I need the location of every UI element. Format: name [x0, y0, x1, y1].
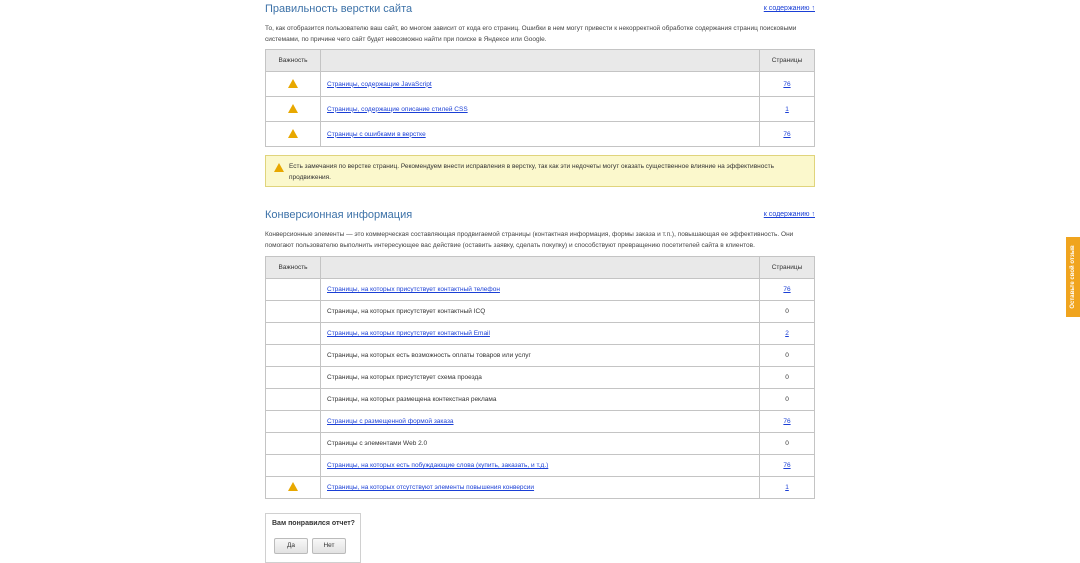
row-link[interactable]: Страницы с ошибками в верстке: [327, 130, 426, 138]
feedback-side-tab[interactable]: [1066, 237, 1080, 317]
description-cell: [321, 122, 760, 147]
table-header-row: [266, 50, 815, 72]
feedback-no-button[interactable]: Нет: [312, 538, 346, 554]
description-cell: [321, 389, 760, 411]
importance-cell: [266, 323, 321, 345]
toc-link[interactable]: к содержанию ↑: [763, 5, 815, 12]
section-header: [265, 3, 815, 23]
description-cell: [321, 411, 760, 433]
table-row: [266, 345, 815, 367]
description-cell: [321, 323, 760, 345]
warning-icon: [274, 163, 284, 172]
description-header: [321, 50, 760, 72]
warning-text: Есть замечания по верстке страниц. Рекомендуем внести исправления в верстку, так как эти недочеты могут оказать существенное влияние на эффективность продвижения.: [289, 163, 774, 181]
section-description: Конверсионные элементы — это коммерческая составляющая продвигаемой страницы (контактная информация, формы заказа и т.п.), повышающая ее эффективность. Они помогают пользователю выполнить интересующее вас действие (оставить заявку, сделать покупку) и способствуют превращению посетителей сайта в клиентов.: [265, 231, 794, 249]
pages-cell: [760, 279, 815, 301]
pages-header: Страницы: [760, 257, 815, 279]
row-label: Страницы, на которых присутствует контактный ICQ: [327, 308, 486, 315]
row-link[interactable]: Страницы, на которых отсутствуют элементы повышения конверсии: [327, 484, 535, 491]
feedback-side-tab-label: Оставьте свой отзыв: [1070, 245, 1076, 309]
table-row: [266, 389, 815, 411]
pages-cell: [760, 97, 815, 122]
importance-cell: [266, 122, 321, 147]
description-header: [321, 257, 760, 279]
row-link[interactable]: Страницы, содержащие описание стилей CSS: [327, 105, 468, 113]
page-count: 0: [785, 352, 789, 359]
row-link[interactable]: Страницы с размещенной формой заказа: [327, 418, 454, 425]
description-cell: [321, 72, 760, 97]
description-cell: [321, 301, 760, 323]
table-row: [266, 301, 815, 323]
table-row: [266, 279, 815, 301]
section-title: Правильность верстки сайта: [265, 3, 413, 15]
table-row: [266, 367, 815, 389]
page-count: 0: [785, 374, 789, 381]
description-cell: [321, 433, 760, 455]
section-layout: [265, 3, 815, 45]
table-row: [266, 72, 815, 97]
importance-cell: [266, 301, 321, 323]
section-description: То, как отобразится пользователю ваш сайт, во многом зависит от кода его страниц. Ошибки в нем могут привести к некорректной обработке содержания страниц поисковыми системами, по причине чего сайт будет невозможно найти при поиске в Яндексе или Google.: [265, 25, 797, 43]
pages-cell: [760, 477, 815, 499]
warning-icon: [288, 482, 298, 491]
warning-icon: [288, 79, 298, 88]
importance-header: Важность: [266, 50, 321, 72]
row-link[interactable]: Страницы, на которых есть побуждающие слова (купить, заказать, и т.д.): [327, 462, 549, 469]
conversion-table: [265, 256, 815, 499]
page-count-link[interactable]: 76: [783, 130, 791, 138]
description-cell: [321, 279, 760, 301]
importance-cell: [266, 345, 321, 367]
row-link[interactable]: Страницы, на которых присутствует контактный Email: [327, 330, 490, 337]
page-count: 0: [785, 308, 789, 315]
importance-cell: [266, 279, 321, 301]
layout-warning-box: [265, 155, 815, 187]
row-label: Страницы с элементами Web 2.0: [327, 440, 428, 447]
pages-cell: [760, 433, 815, 455]
page-count-link[interactable]: 1: [785, 105, 789, 113]
row-link[interactable]: Страницы, на которых присутствует контактный телефон: [327, 286, 500, 293]
section-header: [265, 209, 815, 229]
description-cell: [321, 367, 760, 389]
pages-cell: [760, 323, 815, 345]
description-cell: [321, 97, 760, 122]
page-count-link[interactable]: 1: [785, 484, 789, 491]
importance-cell: [266, 367, 321, 389]
page-count-link[interactable]: 76: [783, 286, 791, 293]
importance-cell: [266, 72, 321, 97]
page-count: 0: [785, 440, 789, 447]
row-label: Страницы, на которых присутствует схема проезда: [327, 374, 482, 381]
importance-cell: [266, 433, 321, 455]
description-cell: [321, 455, 760, 477]
section-title: Конверсионная информация: [265, 209, 413, 221]
pages-cell: [760, 389, 815, 411]
importance-cell: [266, 389, 321, 411]
row-label: Страницы, на которых размещена контекстная реклама: [327, 396, 497, 403]
importance-cell: [266, 455, 321, 477]
table-row: [266, 323, 815, 345]
table-row: [266, 122, 815, 147]
pages-header: Страницы: [760, 50, 815, 72]
row-link[interactable]: Страницы, содержащие JavaScript: [327, 80, 432, 88]
importance-header: Важность: [266, 257, 321, 279]
layout-table: [265, 49, 815, 147]
toc-link[interactable]: к содержанию ↑: [763, 211, 815, 218]
description-cell: [321, 345, 760, 367]
pages-cell: [760, 122, 815, 147]
importance-cell: [266, 97, 321, 122]
table-row: [266, 433, 815, 455]
pages-cell: [760, 367, 815, 389]
table-row: [266, 97, 815, 122]
page-count-link[interactable]: 76: [783, 418, 791, 425]
page-count-link[interactable]: 76: [783, 80, 791, 88]
description-cell: [321, 477, 760, 499]
row-label: Страницы, на которых есть возможность оплаты товаров или услуг: [327, 352, 531, 359]
warning-icon: [288, 104, 298, 113]
pages-cell: [760, 301, 815, 323]
warning-icon: [288, 129, 298, 138]
table-row: [266, 455, 815, 477]
pages-cell: [760, 72, 815, 97]
importance-cell: [266, 411, 321, 433]
table-row: [266, 477, 815, 499]
section-conversion: [265, 209, 815, 251]
pages-cell: [760, 345, 815, 367]
page-count-link[interactable]: 76: [783, 462, 791, 469]
page-count: 0: [785, 396, 789, 403]
feedback-box: [265, 513, 361, 563]
table-row: [266, 411, 815, 433]
pages-cell: [760, 455, 815, 477]
feedback-question: Вам понравился отчет?: [272, 520, 355, 527]
table-header-row: [266, 257, 815, 279]
importance-cell: [266, 477, 321, 499]
feedback-yes-button[interactable]: Да: [274, 538, 308, 554]
pages-cell: [760, 411, 815, 433]
page-count-link[interactable]: 2: [785, 330, 789, 337]
